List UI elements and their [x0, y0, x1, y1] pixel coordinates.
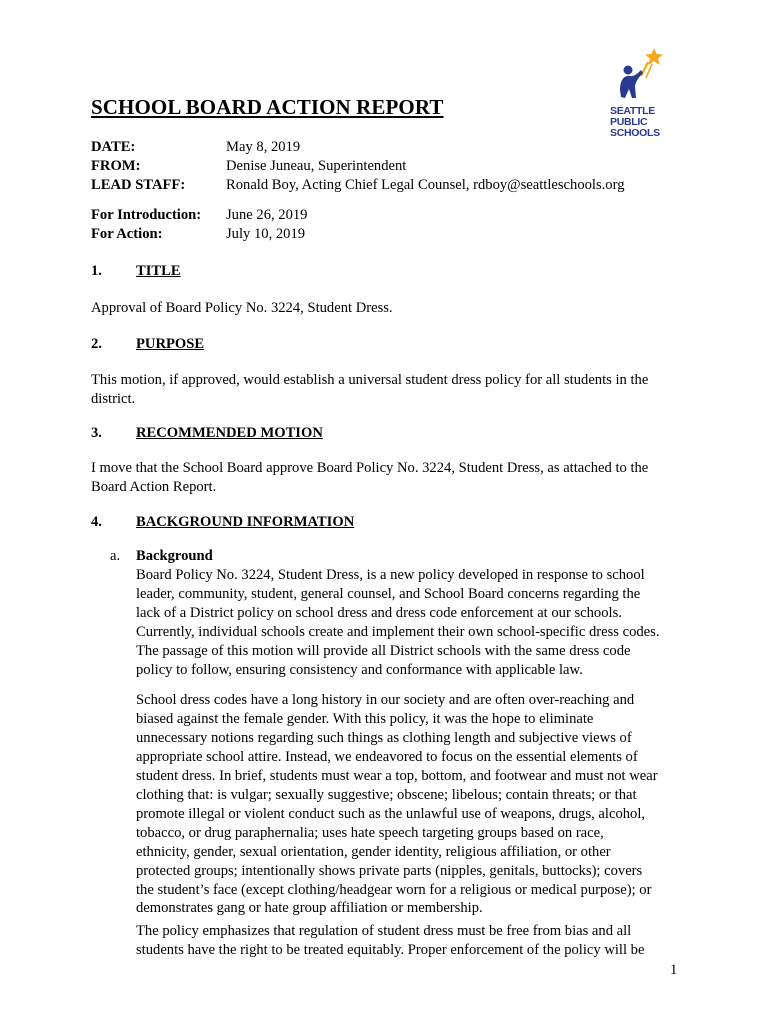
text-line: student dress. In brief, students must wear a top, bottom, and footwear and must not wear — [136, 767, 658, 784]
meta-value: Ronald Boy, Acting Chief Legal Counsel, rdboy@seattleschools.org — [226, 177, 625, 193]
text-line: School dress codes have a long history in our society and are often over-reaching and — [136, 692, 635, 708]
schedule-key: For Introduction: — [91, 207, 202, 223]
seattle-public-schools-logo — [608, 46, 668, 142]
meta-from — [91, 157, 625, 176]
text-line: unnecessary notions regarding such things as clothing length and subjective views of — [136, 729, 632, 746]
text-line: clothing that: is vulgar; sexually suggestive; obscene; libelous; contain threats; or that — [136, 786, 637, 803]
section-2-heading — [91, 335, 204, 354]
schedule-key: For Action: — [91, 226, 163, 242]
section-4-heading — [91, 513, 354, 532]
section-label: BACKGROUND INFORMATION — [136, 514, 355, 530]
section-3-heading — [91, 424, 323, 443]
text-line: Board Policy No. 3224, Student Dress, is a new policy developed in response to school — [136, 567, 645, 583]
text-line: ethnicity, gender, sexual orientation, gender identity, religious affiliation, or other — [136, 843, 611, 860]
text-line: biased against the female gender. With this policy, it was the hope to eliminate — [136, 710, 594, 727]
section-2-text: This motion, if approved, would establish a universal student dress policy for all students in the district. — [91, 372, 649, 408]
text-line: protected groups; intentionally shows private parts (nipples, genitals, buttocks); covers — [136, 862, 643, 879]
section-number: 2. — [91, 336, 102, 352]
meta-date — [91, 138, 625, 157]
section-1-text: Approval of Board Policy No. 3224, Student Dress. — [91, 300, 393, 316]
section-label: TITLE — [136, 263, 181, 279]
logo-line-3: SCHOOLS — [610, 127, 660, 139]
schedule-value: July 10, 2019 — [226, 226, 306, 242]
text-line: appropriate school attire. Instead, we endeavored to focus on the essential elements of — [136, 748, 638, 765]
background-paragraph-3 — [136, 922, 684, 960]
schedule-value: June 26, 2019 — [226, 207, 308, 223]
text-line: Currently, individual schools create and implement their own school-specific dress codes. — [136, 623, 660, 640]
section-number: 4. — [91, 514, 102, 530]
section-label: PURPOSE — [136, 336, 205, 352]
text-line: The passage of this motion will provide all District schools with the same dress code — [136, 642, 631, 659]
section-1-heading — [91, 262, 181, 281]
report-title: SCHOOL BOARD ACTION REPORT — [91, 95, 444, 119]
section-3-text: I move that the School Board approve Board Policy No. 3224, Student Dress, as attached to the Board Action Report. — [91, 460, 649, 496]
text-line: demonstrates gang or hate group affiliation or membership. — [136, 900, 483, 917]
meta-key: FROM: — [91, 158, 141, 174]
schedule-introduction — [91, 206, 307, 225]
text-line: promote illegal or violent conduct such as the unlawful use of weapons, drugs, alcohol, — [136, 805, 646, 822]
text-line: the student’s face (except clothing/headgear worn for a religious or medical purpose); or — [136, 881, 652, 898]
background-paragraph-2 — [136, 691, 684, 918]
meta-key: DATE: — [91, 139, 136, 155]
section-number: 3. — [91, 425, 102, 441]
report-schedule — [91, 206, 307, 244]
meta-value: May 8, 2019 — [226, 139, 301, 155]
section-number: 1. — [91, 263, 102, 279]
background-paragraph-1 — [136, 566, 684, 680]
logo-line-1: SEATTLE — [610, 105, 655, 117]
text-line: leader, community, student, general counsel, and School Board concerns regarding the — [136, 585, 641, 602]
figure-head-icon — [624, 66, 633, 75]
section-label: RECOMMENDED MOTION — [136, 425, 323, 441]
figure-body-icon — [620, 70, 643, 98]
meta-key: LEAD STAFF: — [91, 177, 186, 193]
meta-value: Denise Juneau, Superintendent — [226, 158, 407, 174]
page-number: 1 — [670, 962, 678, 978]
subsection-letter: a. — [110, 548, 121, 564]
text-line: tobacco, or drug paraphernalia; uses hate speech targeting groups based on race, — [136, 824, 604, 841]
text-line: policy to follow, ensuring consistency and conformance with applicable law. — [136, 661, 583, 678]
subsection-title: Background — [136, 548, 213, 564]
meta-lead-staff — [91, 176, 625, 195]
subsection-background-heading — [110, 547, 213, 566]
report-meta — [91, 138, 625, 195]
text-line: students have the right to be treated equitably. Proper enforcement of the policy will be — [136, 941, 645, 958]
text-line: The policy emphasizes that regulation of student dress must be free from bias and all — [136, 923, 632, 939]
schedule-action — [91, 225, 307, 244]
logo-line-2: PUBLIC — [610, 116, 648, 128]
text-line: lack of a District policy on school dress and dress code enforcement at our schools. — [136, 604, 622, 621]
